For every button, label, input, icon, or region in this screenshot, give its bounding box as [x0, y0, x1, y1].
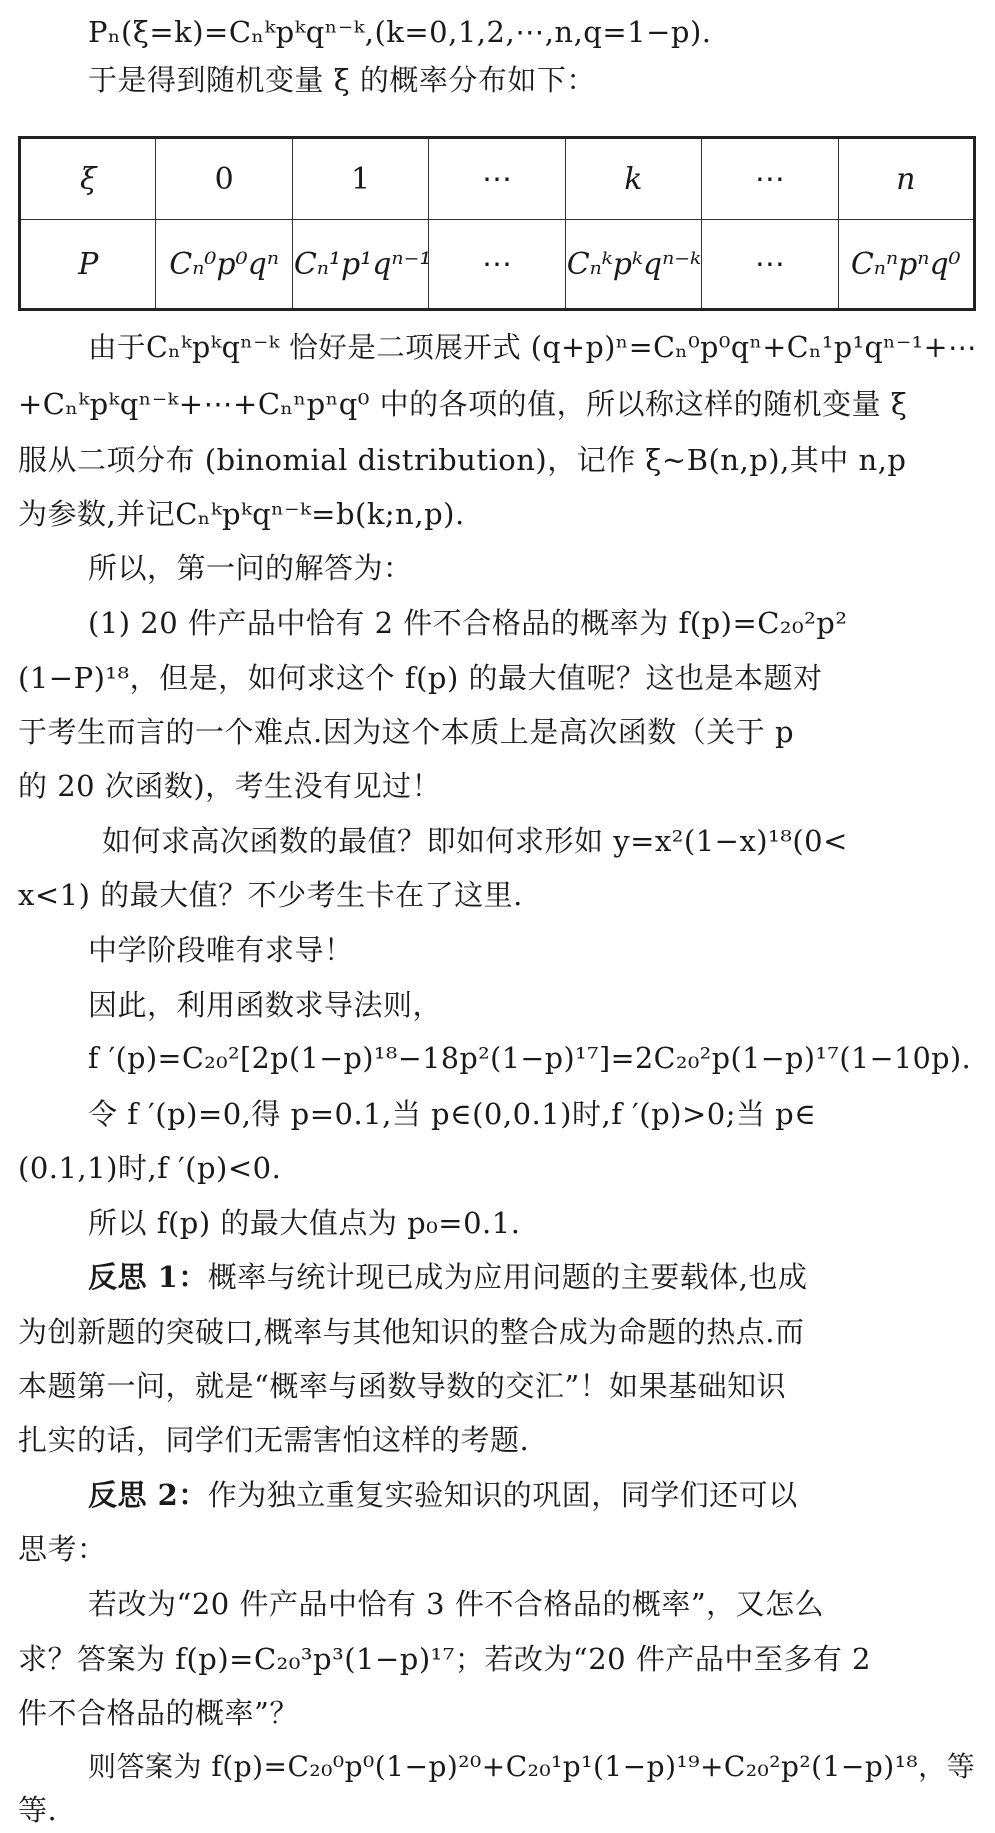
text-line: x<1) 的最大值？不少考生卡在了这里.: [18, 878, 523, 912]
text-line: 若改为“20 件产品中恰有 3 件不合格品的概率”，又怎么: [88, 1587, 825, 1621]
text-line: 本题第一问，就是“概率与函数导数的交汇”！如果基础知识: [18, 1369, 787, 1403]
text-line: +Cₙᵏpᵏqⁿ⁻ᵏ+⋯+Cₙⁿpⁿq⁰ 中的各项的值，所以称这样的随机变量 ξ: [18, 387, 908, 421]
table-cell: Cₙ⁰p⁰qⁿ: [156, 220, 292, 310]
probability-distribution-table: [18, 136, 976, 311]
table-cell: Cₙ¹p¹qⁿ⁻¹: [292, 220, 428, 310]
text-line: 则答案为 f(p)=C₂₀⁰p⁰(1−p)²⁰+C₂₀¹p¹(1−p)¹⁹+C₂₀²p²(1−p)¹⁸，等: [88, 1750, 976, 1783]
text-line: 思考：: [18, 1532, 107, 1566]
reflection-2-text: 作为独立重复实验知识的巩固，同学们还可以: [207, 1478, 798, 1512]
text-line: 等.: [18, 1793, 58, 1827]
text-line: 因此，利用函数求导法则，: [88, 988, 443, 1022]
text-line: 所以 f(p) 的最大值点为 p₀=0.1.: [88, 1206, 521, 1240]
text-line: [88, 1477, 798, 1513]
table-cell: k: [565, 138, 701, 220]
table-cell: ⋯: [429, 220, 565, 310]
table-cell: P: [20, 220, 156, 310]
reflection-1-heading: 反思 1：: [88, 1260, 208, 1294]
table-cell: ⋯: [702, 220, 838, 310]
table-cell: 1: [292, 138, 428, 220]
text-line: 为创新题的突破口,概率与其他知识的整合成为命题的热点.而: [18, 1315, 805, 1349]
formula-binomial-probability: Pₙ(ξ=k)=Cₙᵏpᵏqⁿ⁻ᵏ,(k=0,1,2,⋯,n,q=1−p).: [88, 15, 712, 49]
text-line: 由于Cₙᵏpᵏqⁿ⁻ᵏ 恰好是二项展开式 (q+p)ⁿ=Cₙ⁰p⁰qⁿ+Cₙ¹p¹qⁿ⁻¹+⋯: [88, 331, 977, 364]
table-row: [20, 138, 975, 220]
table-row: [20, 220, 975, 310]
text-line: 的 20 次函数)，考生没有见过！: [18, 769, 442, 803]
text-line: 令 f ′(p)=0,得 p=0.1,当 p∈(0,0.1)时,f ′(p)>0;当 p∈: [88, 1097, 817, 1131]
table-cell: ⋯: [702, 138, 838, 220]
text-line: 扎实的话，同学们无需害怕这样的考题.: [18, 1423, 530, 1457]
table-cell: n: [838, 138, 974, 220]
text-line: (1) 20 件产品中恰有 2 件不合格品的概率为 f(p)=C₂₀²p²: [88, 606, 848, 640]
text-line: 求？答案为 f(p)=C₂₀³p³(1−p)¹⁷；若改为“20 件产品中至多有 2: [18, 1642, 872, 1676]
text-line: 所以，第一问的解答为：: [88, 551, 413, 585]
text-line: 于是得到随机变量 ξ 的概率分布如下：: [88, 63, 596, 97]
text-line: 件不合格品的概率”？: [18, 1696, 299, 1730]
table-cell: Cₙⁿpⁿq⁰: [838, 220, 974, 310]
text-line: 于考生而言的一个难点.因为这个本质上是高次函数（关于 p: [18, 715, 795, 749]
text-line: 如何求高次函数的最值？即如何求形如 y=x²(1−x)¹⁸(0<: [102, 824, 848, 858]
table-cell: ξ: [20, 138, 156, 220]
table-cell: Cₙᵏpᵏqⁿ⁻ᵏ: [565, 220, 701, 310]
formula-derivative: f ′(p)=C₂₀²[2p(1−p)¹⁸−18p²(1−p)¹⁷]=2C₂₀²p(1−p)¹⁷(1−10p).: [88, 1042, 972, 1075]
table-cell: 0: [156, 138, 292, 220]
table-cell: ⋯: [429, 138, 565, 220]
text-line: [88, 1259, 808, 1295]
reflection-2-heading: 反思 2：: [88, 1478, 208, 1512]
text-line: (0.1,1)时,f ′(p)<0.: [18, 1151, 282, 1185]
text-line: (1−P)¹⁸，但是，如何求这个 f(p) 的最大值呢？这也是本题对: [18, 661, 823, 695]
text-line: 服从二项分布 (binomial distribution)，记作 ξ~B(n,p),其中 n,p: [18, 443, 907, 477]
reflection-1-text: 概率与统计现已成为应用问题的主要载体,也成: [207, 1260, 808, 1294]
text-line: 中学阶段唯有求导！: [88, 933, 354, 967]
text-line: 为参数,并记Cₙᵏpᵏqⁿ⁻ᵏ=b(k;n,p).: [18, 497, 465, 531]
